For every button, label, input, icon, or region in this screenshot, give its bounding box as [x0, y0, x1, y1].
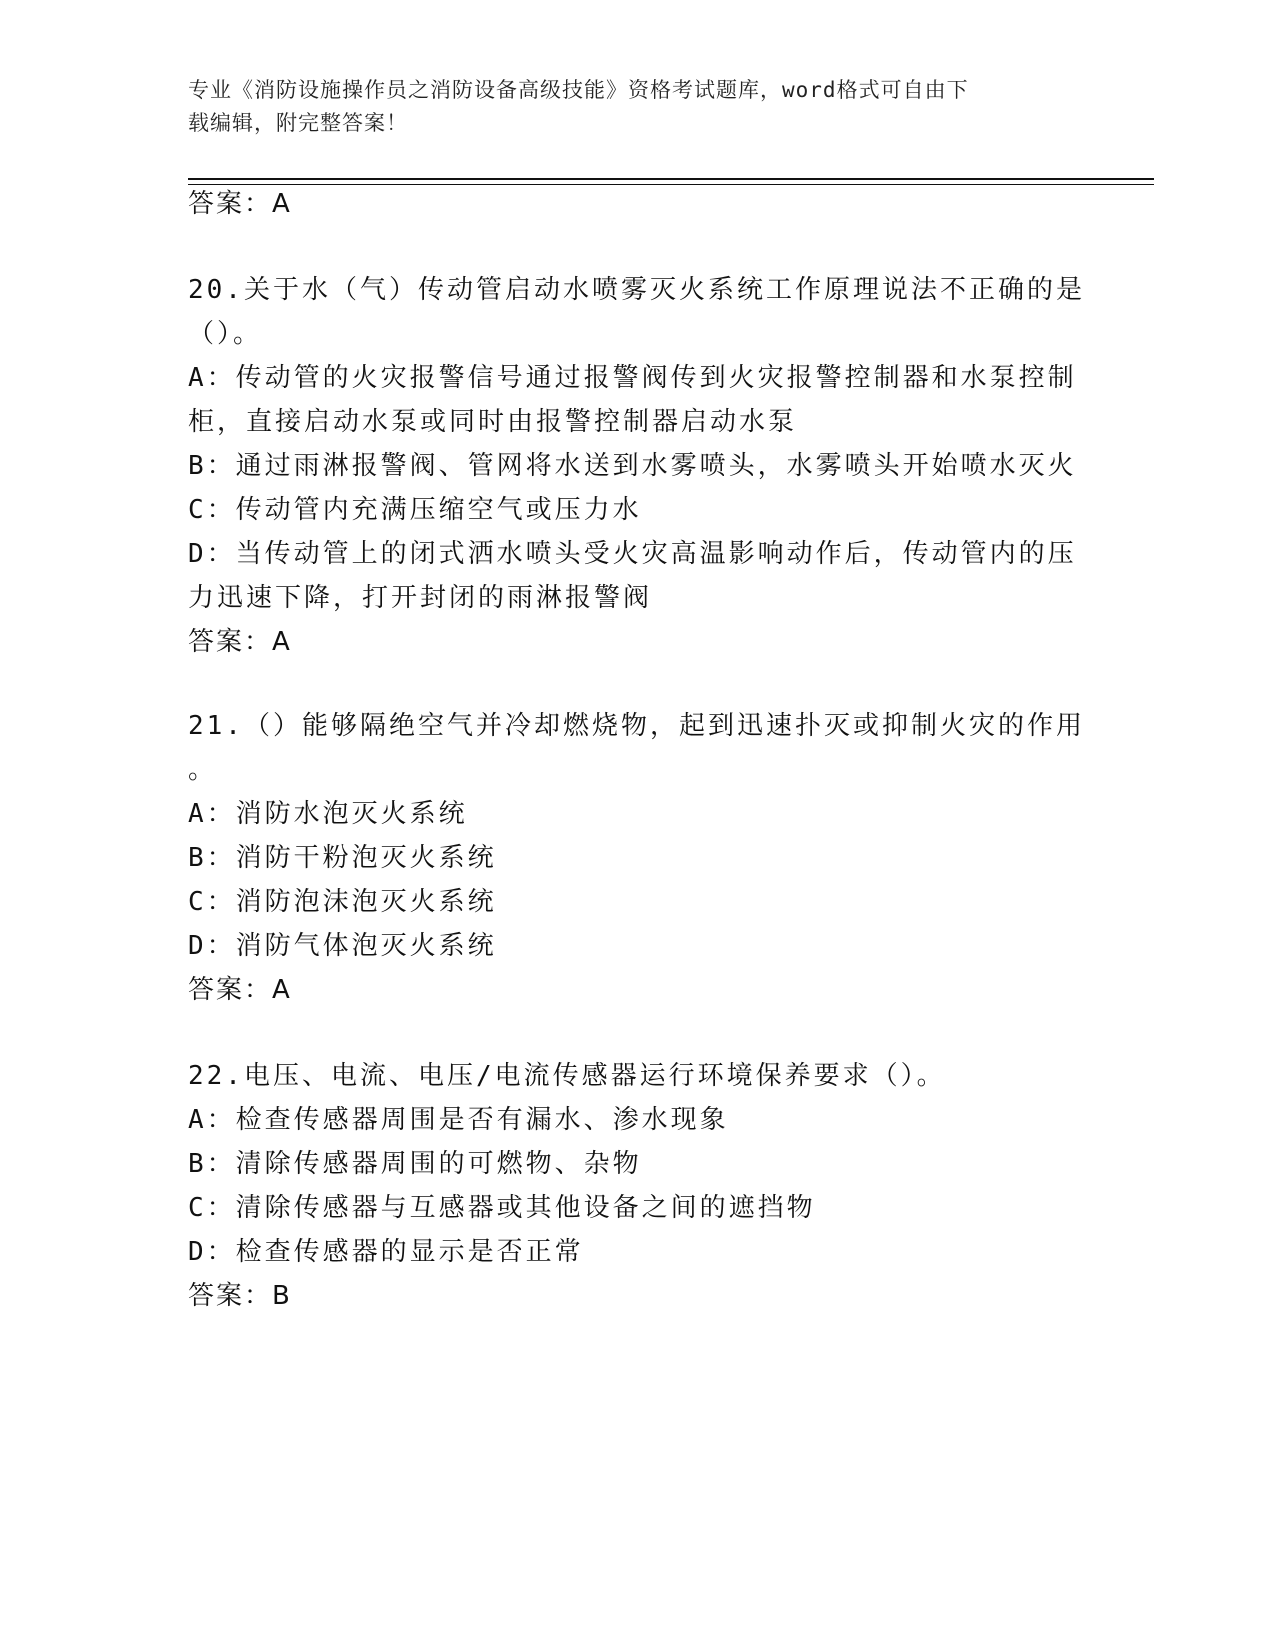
q21-option-b: B：消防干粉泡灭火系统: [188, 843, 497, 873]
q21-option-a: A：消防水泡灭火系统: [188, 799, 468, 829]
q21-answer: 答案：A: [188, 975, 292, 1005]
header-divider-thick: [188, 178, 1154, 180]
q20-option-b: B：通过雨淋报警阀、管网将水送到水雾喷头，水雾喷头开始喷水灭火: [188, 451, 1077, 481]
q22-option-d: D：检查传感器的显示是否正常: [188, 1237, 584, 1267]
q21-stem-line-1: 21.（）能够隔绝空气并冷却燃烧物，起到迅速扑灭或抑制火灾的作用: [188, 711, 1085, 741]
q21-stem-line-2: 。: [188, 755, 218, 785]
header-line-1: 专业《消防设施操作员之消防设备高级技能》资格考试题库，word格式可自由下: [188, 78, 969, 102]
q20-stem-line-1: 20.关于水（气）传动管启动水喷雾灭火系统工作原理说法不正确的是: [188, 275, 1085, 305]
q20-answer: 答案：A: [188, 627, 292, 657]
q22-option-a: A：检查传感器周围是否有漏水、渗水现象: [188, 1105, 729, 1135]
header-divider-thin: [188, 184, 1154, 185]
q21-option-d: D：消防气体泡灭火系统: [188, 931, 497, 961]
q21-option-c: C：消防泡沫泡灭火系统: [188, 887, 497, 917]
q22-answer: 答案：B: [188, 1281, 292, 1311]
q20-option-c: C：传动管内充满压缩空气或压力水: [188, 495, 642, 525]
previous-answer: 答案：A: [188, 189, 292, 219]
q20-stem-line-2: （）。: [188, 319, 263, 349]
q22-option-b: B：清除传感器周围的可燃物、杂物: [188, 1149, 642, 1179]
header-line-2: 载编辑，附完整答案！: [188, 111, 408, 135]
q22-option-c: C：清除传感器与互感器或其他设备之间的遮挡物: [188, 1193, 816, 1223]
document-header: [188, 74, 1068, 140]
q20-option-a-line-2: 柜，直接启动水泵或同时由报警控制器启动水泵: [188, 407, 798, 437]
q20-option-a-line-1: A：传动管的火灾报警信号通过报警阀传到火灾报警控制器和水泵控制: [188, 363, 1077, 393]
q20-option-d-line-1: D：当传动管上的闭式洒水喷头受火灾高温影响动作后，传动管内的压: [188, 539, 1077, 569]
q22-stem: 22.电压、电流、电压/电流传感器运行环境保养要求（）。: [188, 1061, 946, 1091]
q20-option-d-line-2: 力迅速下降，打开封闭的雨淋报警阀: [188, 583, 653, 613]
